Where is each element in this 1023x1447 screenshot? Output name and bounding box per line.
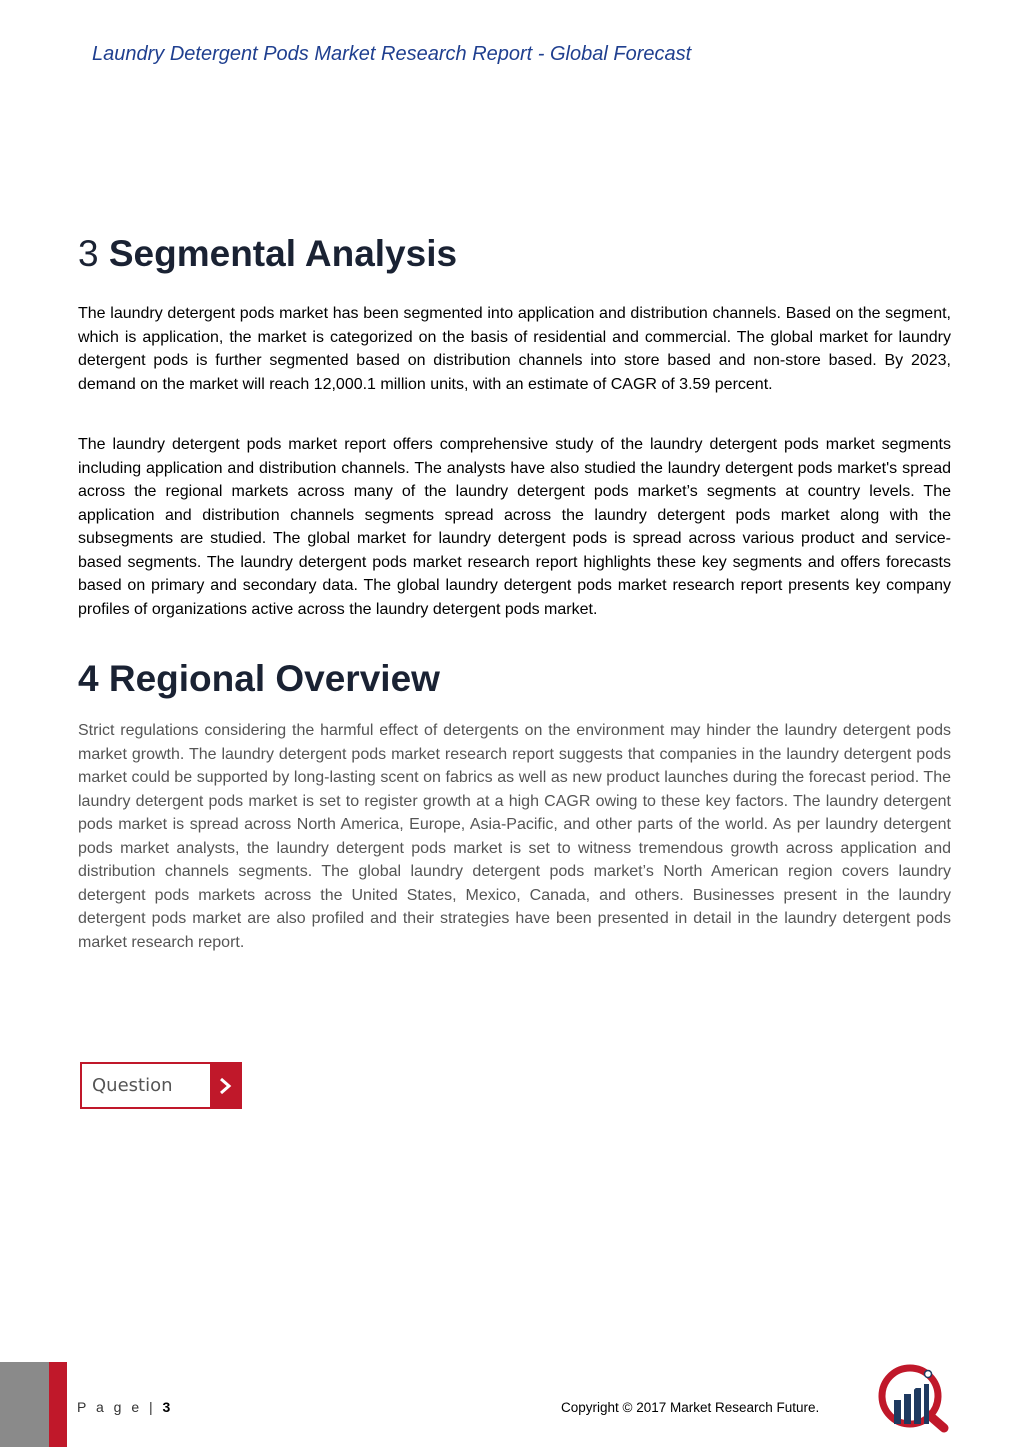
question-button-label: Question <box>92 1075 173 1096</box>
copyright-text: Copyright © 2017 Market Research Future. <box>561 1400 820 1415</box>
section-4-heading: 4 Regional Overview <box>78 658 440 699</box>
page-number-label <box>77 1399 170 1415</box>
page-number: 3 <box>162 1399 171 1415</box>
chevron-right-icon <box>210 1064 240 1107</box>
footer-red-bar <box>49 1362 67 1447</box>
question-button[interactable] <box>80 1062 242 1109</box>
segmental-analysis-paragraph-1: The laundry detergent pods market has been segmented into application and distribution channels. Based on the segment, which is application, the market is categorized on the basis of residential and commercial. The global market for laundry detergent pods is further segmented based on distribution channels into store based and non-store based. By 2023, demand on the market will reach 12,000.1 million units, with an estimate of CAGR of 3.59 percent. <box>78 305 951 393</box>
market-research-future-logo-icon <box>876 1362 954 1434</box>
page-label: P a g e | <box>77 1399 156 1415</box>
footer-gray-bar <box>0 1362 49 1447</box>
section-3-number: 3 <box>78 233 99 274</box>
segmental-analysis-paragraph-2: The laundry detergent pods market report offers comprehensive study of the laundry detergent pods market segments including application and distribution channels. The analysts have also studied the laundry detergent pods market's spread across the regional markets across many of the laundry detergent pods market’s segments at country levels. The application and distribution channels segments spread across the laundry detergent pods market along with the subsegments are studied. The global market for laundry detergent pods is spread across various product and service-based segments. The laundry detergent pods market research report highlights these key segments and offers forecasts based on primary and secondary data. The global laundry detergent pods market research report presents key company profiles of organizations active across the laundry detergent pods market. <box>78 436 951 618</box>
report-header-title: Laundry Detergent Pods Market Research Report - Global Forecast <box>92 43 692 65</box>
section-3-title: Segmental Analysis <box>108 233 458 274</box>
section-3-heading <box>78 231 457 277</box>
regional-overview-paragraph: Strict regulations considering the harmful effect of detergents on the environment may hinder the laundry detergent pods market growth. The laundry detergent pods market research report suggests that companies in the laundry detergent pods market could be supported by long-lasting scent on fabrics as well as new product launches during the forecast period. The laundry detergent pods market is set to register growth at a high CAGR owing to these key factors. The laundry detergent pods market is spread across North America, Europe, Asia-Pacific, and other parts of the world. As per laundry detergent pods market analysts, the laundry detergent pods market is set to witness tremendous growth across application and distribution channels segments. The global laundry detergent pods market’s North American region covers laundry detergent pods markets across the United States, Mexico, Canada, and others. Businesses present in the laundry detergent pods market are also profiled and their strategies have been presented in detail in the laundry detergent pods market research report. <box>78 722 951 951</box>
